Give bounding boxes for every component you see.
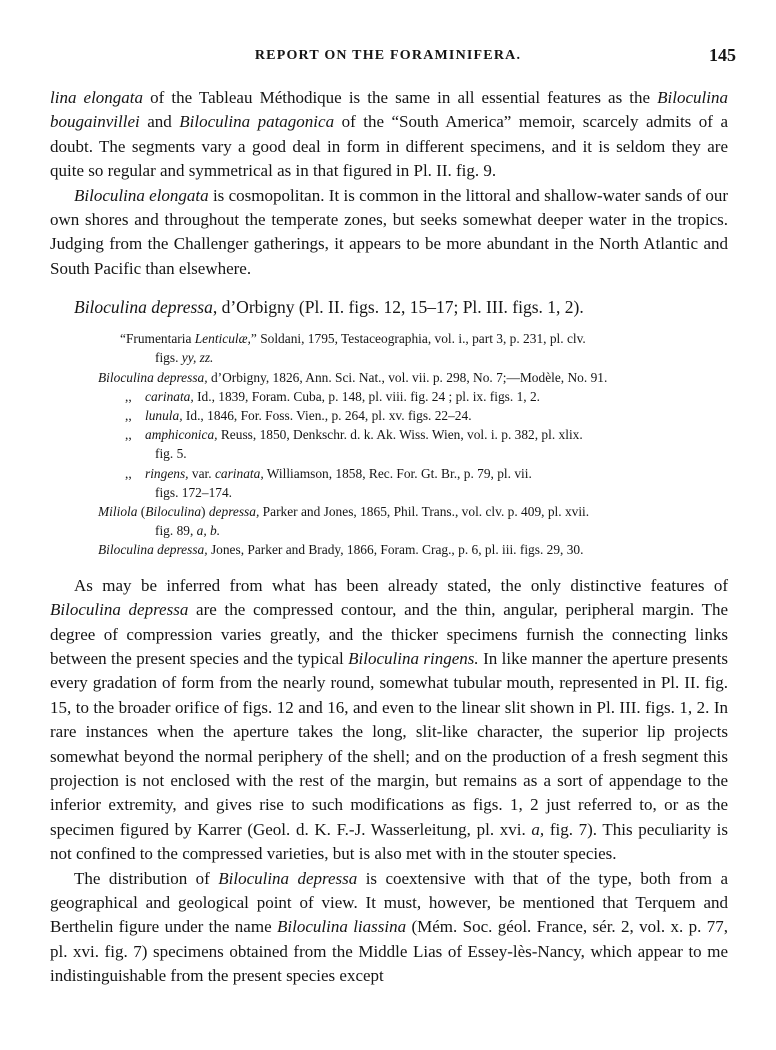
taxon-name: lina elongata — [50, 88, 144, 107]
synonymy-entry: ,, lunula, Id., 1846, For. Foss. Vien., p. 264, pl. xv. figs. 22–24. — [50, 406, 728, 425]
taxon-name: Biloculina liassina — [277, 917, 407, 937]
running-title: REPORT ON THE FORAMINIFERA. — [254, 48, 522, 63]
ditto-mark: ,, — [125, 408, 132, 424]
text-run: and — [139, 112, 180, 132]
text-run: of the “South America” memoir, scarcely admits of a doubt. The segments vary a good deal in form in different specimens, and it is seldom they are quite so regular and symmetrical as in that figured in Pl. II. fig. 9. — [50, 112, 728, 181]
taxon-name: Biloculina ringens. — [348, 648, 479, 668]
final-paragraph: The distribution of Biloculina depressa is coextensive with that of the type, both from a geographical and geological point of view. It must, however, be mentioned that Terquem and Berthelin figure under the name Biloculina liassina (Mém. Soc. géol. France, sér. 2, vol. x. p. 77, pl. xvi. fig. 7) specimens obtained from the Middle Lias of Essey-lès-Nancy, which appear to me indistinguishable from the present species except — [50, 868, 728, 986]
synonymy-list — [50, 329, 728, 559]
continuation-paragraph — [50, 86, 728, 184]
synonymy-entry: Biloculina depressa, d’Orbigny, 1826, Ann. Sci. Nat., vol. vii. p. 298, No. 7;—Modèle, No. 91. — [98, 369, 608, 385]
synonymy-entry: Miliola (Biloculina) depressa, Parker and Jones, 1865, Phil. Trans., vol. clv. p. 409, pl. xvii. fig. 89, a, b. — [98, 504, 590, 539]
ditto-mark: ,, — [125, 427, 132, 443]
species-heading-rest: , d’Orbigny (Pl. II. figs. 12, 15–17; Pl. III. figs. 1, 2). — [212, 297, 584, 318]
synonymy-entry: Biloculina depressa, Jones, Parker and Brady, 1866, Foram. Crag., p. 6, pl. iii. figs. 29, 30. — [98, 542, 584, 558]
running-head — [0, 45, 776, 70]
text-run: is cosmopolitan. It is common in the littoral and shallow-water sands of our own shores and throughout the temperate zones, but seeks somewhat deeper water in the tropics. Judging from the Challenger gatherings, it appears to be more abundant in the North Atlantic and South Pacific than elsewhere. — [50, 185, 728, 278]
taxon-name: Biloculina elongata — [74, 185, 209, 205]
taxon-name: Biloculina depressa — [218, 868, 358, 888]
species-name: Biloculina depressa — [74, 297, 213, 318]
taxon-name: Biloculina bougainvillei — [50, 88, 728, 132]
synonymy-entry: “Frumentaria Lenticulæ,” Soldani, 1795, Testaceographia, vol. i., part 3, p. 231, pl. clv. figs. yy, zz. — [120, 331, 586, 366]
synonymy-entry: ,, ringens, var. carinata, Williamson, 1858, Rec. For. Gt. Br., p. 79, pl. vii. figs. 172–174. — [125, 465, 532, 500]
distribution-paragraph — [50, 184, 728, 282]
ditto-mark: ,, — [125, 388, 132, 404]
page-number: 145 — [709, 45, 736, 65]
taxon-name: Biloculina patagonica — [179, 112, 335, 132]
discussion-paragraph: As may be inferred from what has been already stated, the only distinctive features of Biloculina depressa are the compressed contour, and the thin, angular, peripheral margin. The degree of compression varies greatly, and the thicker specimens furnish the connecting links between the present species and the typical Biloculina ringens. In like manner the aperture presents every gradation of form from the nearly round, somewhat tubular mouth, represented in Pl. II. fig. 15, to the broader orifice of figs. 12 and 16, and even to the linear slit shown in Pl. III. figs. 1, 2. In rare instances when the aperture takes the long, slit-like character, the superior lip projects somewhat beyond the normal periphery of the shell; and on the production of a fresh segment this projection is not enclosed with the rest of the margin, but remains as a sort of appendage to the inferior extremity, and gives rise to such modifications as figs. 1, 2 just referred to, or as the specimen figured by Karrer (Geol. d. K. F.-J. Wasserleitung, pl. xvi. a, fig. 7). This peculiarity is not confined to the compressed varieties, but is also met with in the stouter species. — [50, 575, 729, 864]
body-text — [50, 86, 728, 989]
text-run: of the Tableau Méthodique is the same in all essential features as the — [143, 88, 658, 107]
ditto-mark: ,, — [125, 465, 132, 481]
species-heading — [74, 295, 728, 319]
synonymy-entry: ,, amphiconica, Reuss, 1850, Denkschr. d. k. Ak. Wiss. Wien, vol. i. p. 382, pl. xlix. fig. 5. — [125, 427, 583, 462]
synonymy-entry: ,, carinata, Id., 1839, Foram. Cuba, p. 148, pl. viii. fig. 24 ; pl. ix. figs. 1, 2. — [50, 387, 728, 406]
taxon-name: Biloculina depressa — [50, 600, 189, 620]
